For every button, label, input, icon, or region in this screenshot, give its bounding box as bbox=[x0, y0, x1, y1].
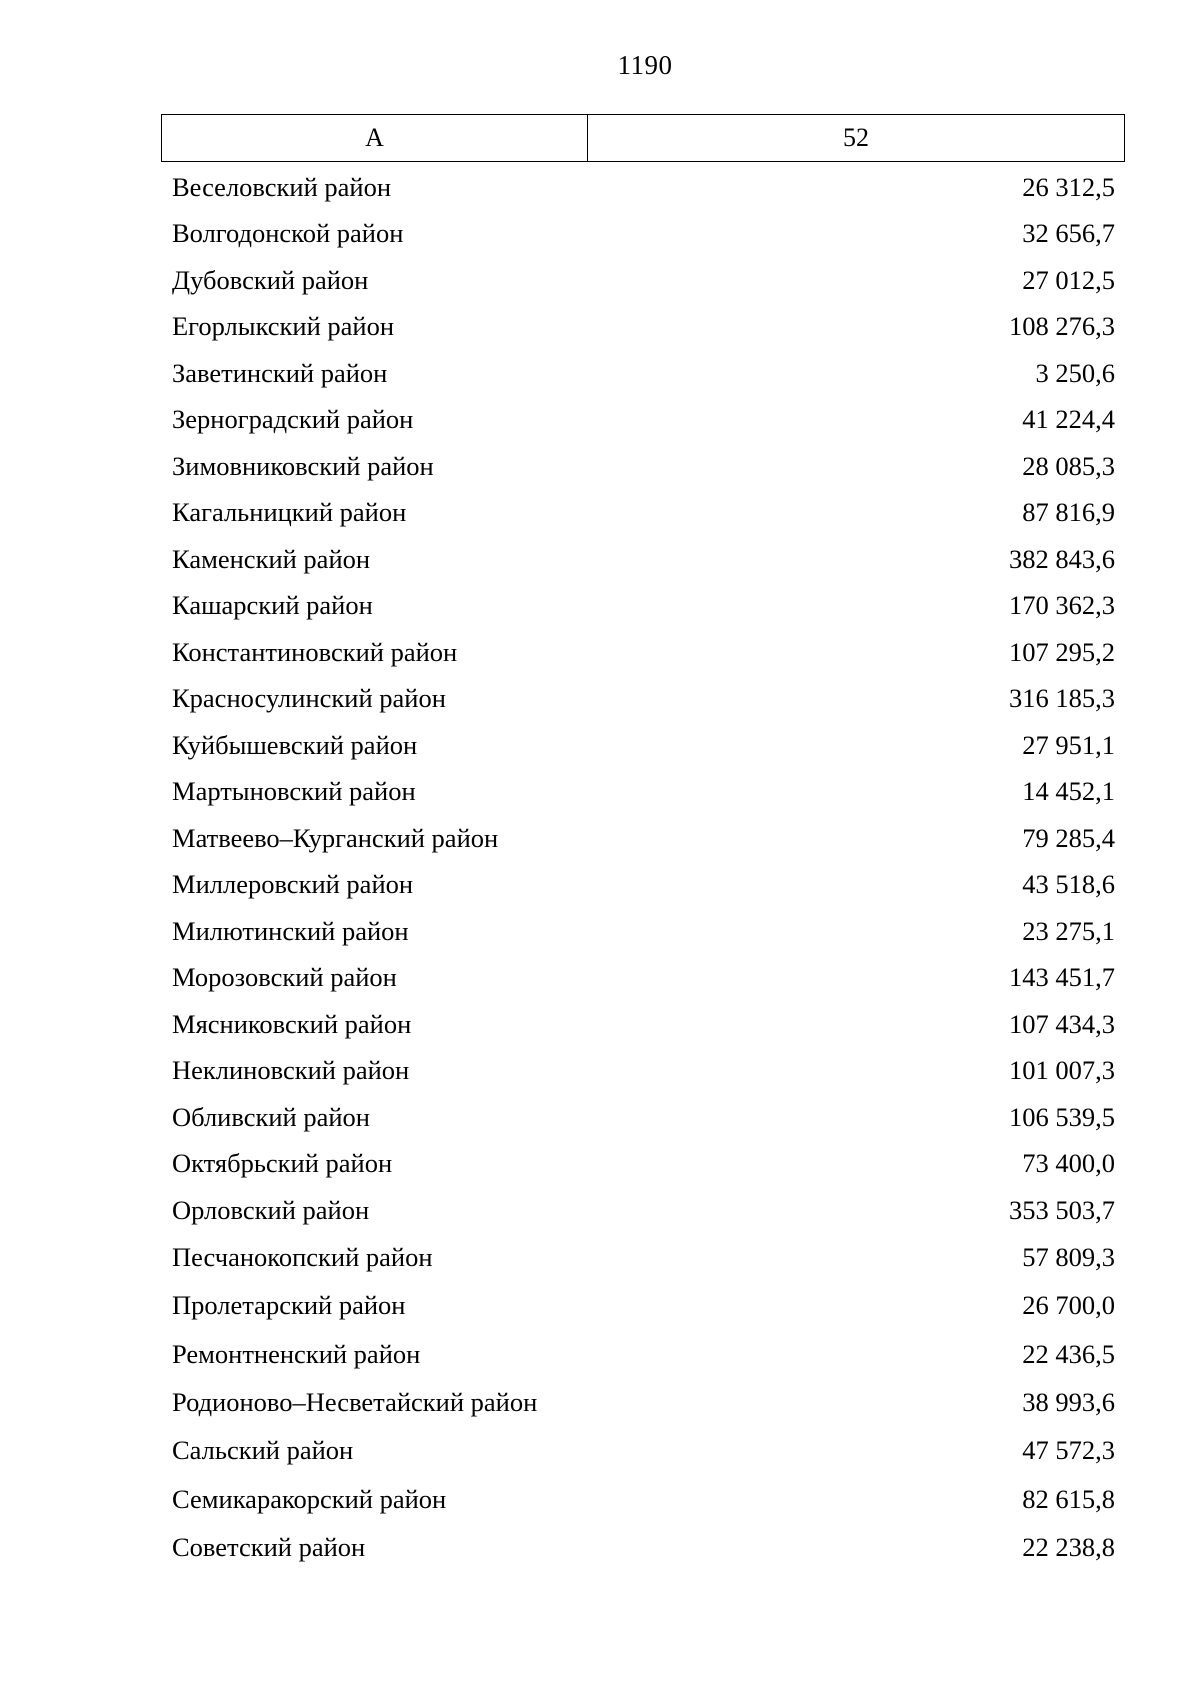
district-name: Орловский район bbox=[172, 1194, 370, 1225]
district-name: Обливский район bbox=[172, 1101, 370, 1132]
district-value: 27 012,5 bbox=[1022, 264, 1115, 295]
table-row bbox=[172, 397, 1115, 444]
district-value: 41 224,4 bbox=[1022, 404, 1115, 435]
table-row bbox=[172, 583, 1115, 630]
column-header-a: А bbox=[162, 115, 588, 161]
district-value: 27 951,1 bbox=[1022, 729, 1115, 760]
table-row bbox=[172, 908, 1115, 955]
district-name: Милютинский район bbox=[172, 915, 409, 946]
district-value: 316 185,3 bbox=[1009, 683, 1115, 714]
district-name: Родионово–Несветайский район bbox=[172, 1387, 538, 1418]
table-row bbox=[172, 955, 1115, 1002]
district-name: Ремонтненский район bbox=[172, 1338, 421, 1369]
district-name: Зерноградский район bbox=[172, 404, 414, 435]
table-row bbox=[172, 769, 1115, 816]
table-row bbox=[172, 862, 1115, 909]
district-name: Миллеровский район bbox=[172, 869, 414, 900]
district-value: 26 312,5 bbox=[1022, 171, 1115, 202]
district-name: Волгодонской район bbox=[172, 218, 404, 249]
table-row bbox=[172, 1141, 1115, 1188]
district-value: 170 362,3 bbox=[1009, 590, 1115, 621]
district-value: 43 518,6 bbox=[1022, 869, 1115, 900]
district-name: Красносулинский район bbox=[172, 683, 446, 714]
district-name: Октябрьский район bbox=[172, 1148, 393, 1179]
district-name: Пролетарский район bbox=[172, 1290, 406, 1321]
district-name: Неклиновский район bbox=[172, 1055, 410, 1086]
table-row bbox=[172, 257, 1115, 304]
table-row bbox=[172, 815, 1115, 862]
table-row bbox=[172, 1187, 1115, 1234]
table-row bbox=[172, 304, 1115, 351]
district-value: 106 539,5 bbox=[1009, 1101, 1115, 1132]
table-row bbox=[172, 1475, 1115, 1523]
table-row bbox=[172, 1523, 1115, 1571]
district-name: Морозовский район bbox=[172, 962, 397, 993]
district-value: 28 085,3 bbox=[1022, 450, 1115, 481]
table-row bbox=[172, 629, 1115, 676]
table-row bbox=[172, 722, 1115, 769]
district-name: Матвеево–Курганский район bbox=[172, 822, 499, 853]
district-value: 107 295,2 bbox=[1009, 636, 1115, 667]
district-value: 22 436,5 bbox=[1022, 1338, 1115, 1369]
district-name: Кашарский район bbox=[172, 590, 373, 621]
district-value: 22 238,8 bbox=[1022, 1531, 1115, 1562]
district-value: 108 276,3 bbox=[1009, 311, 1115, 342]
table-row bbox=[172, 211, 1115, 258]
district-value: 3 250,6 bbox=[1035, 357, 1115, 388]
district-name: Мартыновский район bbox=[172, 776, 416, 807]
table-row bbox=[172, 490, 1115, 537]
district-name: Куйбышевский район bbox=[172, 729, 418, 760]
table-row bbox=[172, 536, 1115, 583]
district-name: Советский район bbox=[172, 1531, 366, 1562]
table-row bbox=[172, 1378, 1115, 1426]
district-value: 26 700,0 bbox=[1022, 1290, 1115, 1321]
district-name: Семикаракорский район bbox=[172, 1483, 447, 1514]
district-name: Каменский район bbox=[172, 543, 371, 574]
district-name: Зимовниковский район bbox=[172, 450, 434, 481]
district-name: Заветинский район bbox=[172, 357, 388, 388]
district-name: Дубовский район bbox=[172, 264, 369, 295]
district-value: 79 285,4 bbox=[1022, 822, 1115, 853]
table-row bbox=[172, 676, 1115, 723]
district-value: 107 434,3 bbox=[1009, 1008, 1115, 1039]
table-row bbox=[172, 443, 1115, 490]
district-value: 382 843,6 bbox=[1009, 543, 1115, 574]
district-value: 47 572,3 bbox=[1022, 1435, 1115, 1466]
district-name: Кагальницкий район bbox=[172, 497, 407, 528]
district-name: Егорлыкский район bbox=[172, 311, 395, 342]
column-header-52: 52 bbox=[843, 123, 869, 152]
page-number: 1190 bbox=[617, 50, 673, 80]
district-list bbox=[172, 164, 1115, 1572]
district-value: 82 615,8 bbox=[1022, 1483, 1115, 1514]
district-name: Песчанокопский район bbox=[172, 1242, 433, 1273]
district-value: 14 452,1 bbox=[1022, 776, 1115, 807]
table-row bbox=[172, 1427, 1115, 1475]
district-value: 101 007,3 bbox=[1009, 1055, 1115, 1086]
district-name: Константиновский район bbox=[172, 636, 458, 667]
table-row bbox=[172, 350, 1115, 397]
table-row bbox=[172, 1001, 1115, 1048]
table-row bbox=[172, 1094, 1115, 1141]
table-header bbox=[161, 114, 1125, 162]
district-name: Мясниковский район bbox=[172, 1008, 412, 1039]
district-value: 32 656,7 bbox=[1022, 218, 1115, 249]
district-value: 23 275,1 bbox=[1022, 915, 1115, 946]
district-value: 38 993,6 bbox=[1022, 1387, 1115, 1418]
table-row bbox=[172, 1282, 1115, 1330]
table-row bbox=[172, 1330, 1115, 1378]
table-row bbox=[172, 1048, 1115, 1095]
table-row bbox=[172, 1234, 1115, 1282]
district-value: 353 503,7 bbox=[1009, 1194, 1115, 1225]
table-row bbox=[172, 164, 1115, 211]
district-name: Сальский район bbox=[172, 1435, 354, 1466]
district-value: 57 809,3 bbox=[1022, 1242, 1115, 1273]
district-value: 143 451,7 bbox=[1009, 962, 1115, 993]
district-value: 73 400,0 bbox=[1022, 1148, 1115, 1179]
district-name: Веселовский район bbox=[172, 171, 392, 202]
district-value: 87 816,9 bbox=[1022, 497, 1115, 528]
